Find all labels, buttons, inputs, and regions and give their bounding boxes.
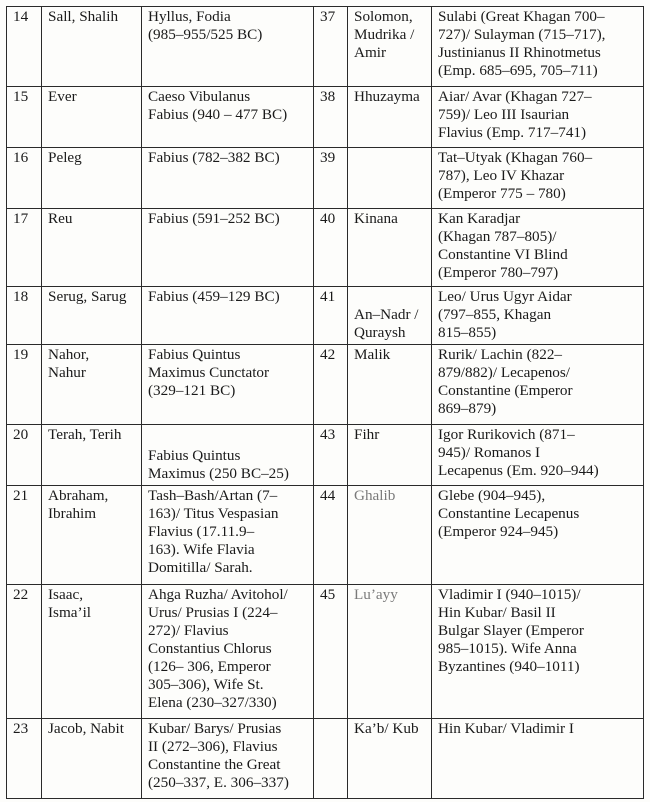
generation-number-left: 15 <box>7 87 42 148</box>
table-row <box>7 486 644 585</box>
patriarch-name: Terah, Terih <box>42 425 142 486</box>
table-row <box>7 209 644 287</box>
generation-number-right: 37 <box>314 7 348 87</box>
generation-number-left: 20 <box>7 425 42 486</box>
ancestor-name: Ka’b/ Kub <box>348 719 432 799</box>
generation-number-left: 22 <box>7 585 42 719</box>
table-row <box>7 425 644 486</box>
generation-number-right: 40 <box>314 209 348 287</box>
generation-number-left: 18 <box>7 287 42 345</box>
generation-number-right <box>314 719 348 799</box>
ruler-description-right: Rurik/ Lachin (822– 879/882)/ Lecapenos/ Constantine (Emperor 869–879) <box>432 345 644 425</box>
patriarch-name: Abraham, Ibrahim <box>42 486 142 585</box>
ruler-description-right: Vladimir I (940–1015)/ Hin Kubar/ Basil II Bulgar Slayer (Emperor 985–1015). Wife Anna Byzantines (940–1011) <box>432 585 644 719</box>
generation-number-right: 39 <box>314 148 348 209</box>
patriarch-name: Nahor, Nahur <box>42 345 142 425</box>
generation-number-left: 19 <box>7 345 42 425</box>
ancestor-name <box>348 148 432 209</box>
ruler-description-left: Ahga Ruzha/ Avitohol/ Urus/ Prusias I (224– 272)/ Flavius Constantius Chlorus (126– 306, Emperor 305–306), Wife St. Elena (230–327/330) <box>142 585 314 719</box>
generation-number-right: 43 <box>314 425 348 486</box>
generation-number-right: 45 <box>314 585 348 719</box>
ruler-description-right: Tat–Utyak (Khagan 760– 787), Leo IV Khazar (Emperor 775 – 780) <box>432 148 644 209</box>
ancestor-name: An–Nadr / Quraysh <box>348 287 432 345</box>
ruler-description-left: Tash–Bash/Artan (7– 163)/ Titus Vespasian Flavius (17.11.9– 163). Wife Flavia Domitilla/ Sarah. <box>142 486 314 585</box>
ruler-description-right: Kan Karadjar (Khagan 787–805)/ Constantine VI Blind (Emperor 780–797) <box>432 209 644 287</box>
ancestor-name: Kinana <box>348 209 432 287</box>
table-row <box>7 7 644 87</box>
ruler-description-left: Fabius (591–252 BC) <box>142 209 314 287</box>
ruler-description-left: Fabius Quintus Maximus Cunctator (329–121 BC) <box>142 345 314 425</box>
ruler-description-left: Fabius (782–382 BC) <box>142 148 314 209</box>
patriarch-name: Sall, Shalih <box>42 7 142 87</box>
patriarch-name: Isaac, Isma’il <box>42 585 142 719</box>
table-row <box>7 287 644 345</box>
patriarch-name: Ever <box>42 87 142 148</box>
patriarch-name: Peleg <box>42 148 142 209</box>
patriarch-name: Serug, Sarug <box>42 287 142 345</box>
ruler-description-right: Glebe (904–945), Constantine Lecapenus (Emperor 924–945) <box>432 486 644 585</box>
ruler-description-right: Sulabi (Great Khagan 700– 727)/ Sulayman (715–717), Justinianus II Rhinotmetus (Emp. 685–695, 705–711) <box>432 7 644 87</box>
table-row <box>7 719 644 799</box>
patriarch-name: Reu <box>42 209 142 287</box>
generation-number-left: 23 <box>7 719 42 799</box>
generation-number-left: 14 <box>7 7 42 87</box>
ruler-description-left: Caeso Vibulanus Fabius (940 – 477 BC) <box>142 87 314 148</box>
table-body <box>7 7 644 799</box>
ruler-description-right: Hin Kubar/ Vladimir I <box>432 719 644 799</box>
ancestor-name: Lu’ayy <box>348 585 432 719</box>
ancestor-name: Malik <box>348 345 432 425</box>
table-row <box>7 148 644 209</box>
ancestor-name: Ghalib <box>348 486 432 585</box>
generation-number-right: 38 <box>314 87 348 148</box>
ruler-description-right: Igor Rurikovich (871– 945)/ Romanos I Lecapenus (Em. 920–944) <box>432 425 644 486</box>
table-row <box>7 87 644 148</box>
ruler-description-left: Fabius (459–129 BC) <box>142 287 314 345</box>
generation-number-right: 41 <box>314 287 348 345</box>
ruler-description-left: Kubar/ Barys/ Prusias II (272–306), Flavius Constantine the Great (250–337, E. 306–337) <box>142 719 314 799</box>
generation-number-left: 16 <box>7 148 42 209</box>
generation-number-right: 42 <box>314 345 348 425</box>
ruler-description-left: Fabius Quintus Maximus (250 BC–25) <box>142 425 314 486</box>
ruler-description-right: Aiar/ Avar (Khagan 727– 759)/ Leo III Isaurian Flavius (Emp. 717–741) <box>432 87 644 148</box>
generation-number-left: 17 <box>7 209 42 287</box>
generation-number-left: 21 <box>7 486 42 585</box>
table-row <box>7 585 644 719</box>
patriarch-name: Jacob, Nabit <box>42 719 142 799</box>
table-row <box>7 345 644 425</box>
ancestor-name: Hhuzayma <box>348 87 432 148</box>
ancestor-name: Solomon, Mudrika / Amir <box>348 7 432 87</box>
generation-number-right: 44 <box>314 486 348 585</box>
genealogy-table <box>6 6 644 799</box>
ruler-description-left: Hyllus, Fodia (985–955/525 BC) <box>142 7 314 87</box>
ruler-description-right: Leo/ Urus Ugyr Aidar (797–855, Khagan 815–855) <box>432 287 644 345</box>
ancestor-name: Fihr <box>348 425 432 486</box>
